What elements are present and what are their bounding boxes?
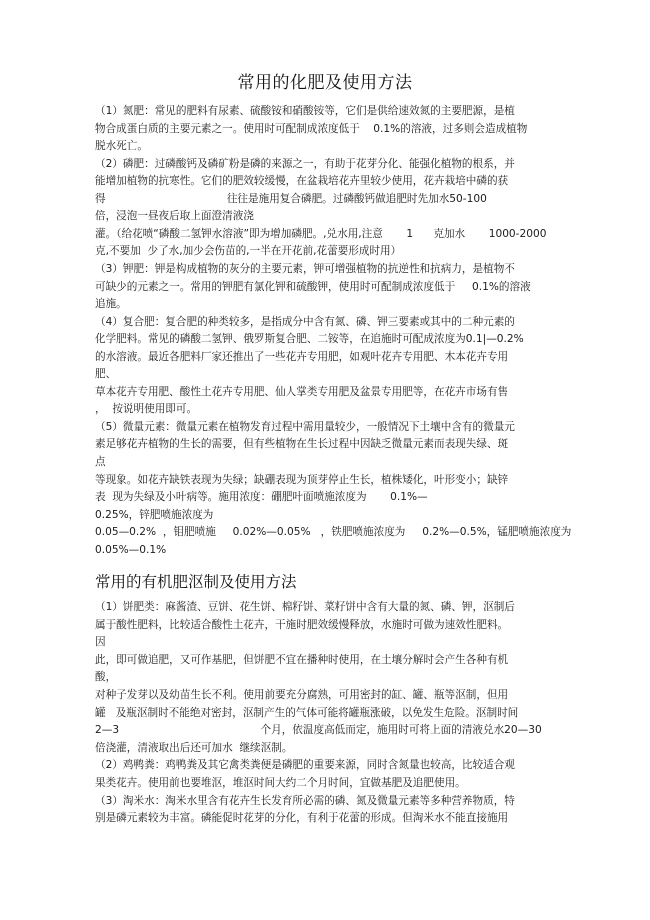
paragraph-line: 果类花卉。使用前也要堆沤，堆沤时间大约二个月时间，宜做基肥及追肥使用。 bbox=[95, 777, 466, 789]
paragraph-line: 灌。（给花喷“磷酸二氢钾水溶液”即为增加磷肥。,兑水用,注意 1 克加水 1000-2000 bbox=[95, 227, 547, 240]
paragraph-line: ， 按说明使用即可。 bbox=[95, 403, 198, 416]
document-title: 常用的化肥及使用方法 bbox=[237, 73, 413, 93]
paragraph-line: 0.05%—0.1% bbox=[95, 543, 167, 556]
paragraph-line: 物合成蛋白质的主要元素之一。使用时可配制成浓度低于 0.1%的溶液，过多则会造成植物 bbox=[95, 122, 528, 135]
paragraph-line: 表 现为失绿及小叶病等。施用浓度：硼肥叶面喷施浓度为 0.1%— bbox=[95, 491, 428, 504]
paragraph-line: 草本花卉专用肥、酸性土花卉专用肥、仙人掌类专用肥及盆景专用肥等，在花卉市场有售 bbox=[95, 385, 509, 398]
paragraph-line: （4）复合肥：复合肥的种类较多，是指成分中含有氮、磷、钾三要素或其中的二种元素的 bbox=[95, 315, 515, 328]
paragraph-line: 倍，浸泡一昼夜后取上面澄清液浇 bbox=[95, 210, 254, 223]
paragraph-line: （1）饼肥类：麻酱渣、豆饼、花生饼、棉籽饼、菜籽饼中含有大量的氮、磷、钾，沤制后 bbox=[95, 601, 515, 613]
paragraph-line: （5）微量元素：微量元素在植物发育过程中需用量较少，一般情况下土壤中含有的微量元 bbox=[95, 420, 515, 433]
paragraph-line: 因 bbox=[95, 636, 106, 649]
paragraph-line: 点 bbox=[95, 456, 106, 468]
paragraph-line: 的水溶液。最近各肥料厂家还推出了一些花卉专用肥，如观叶花卉专用肥、木本花卉专用 bbox=[95, 350, 509, 363]
paragraph-line: 肥、 bbox=[95, 368, 117, 381]
paragraph-line: 0.25%，锌肥喷施浓度为 bbox=[95, 508, 214, 521]
paragraph-line: 脱水死亡。 bbox=[95, 140, 148, 153]
paragraph-line: 可缺少的元素之一。常用的钾肥有氯化钾和硫酸钾，使用时可配制成浓度低于 0.1%的溶液 bbox=[95, 280, 531, 293]
paragraph-line: 倍浇灌，清液取出后还可加水 继续沤制。 bbox=[95, 741, 293, 754]
paragraph-line: 得 往往是施用复合磷肥。过磷酸钙做追肥时先加水50-100 bbox=[95, 192, 487, 205]
paragraph-line: 素足够花卉植物的生长的需要，但有些植物在生长过程中因缺乏微量元素而表现失绿、斑 bbox=[95, 438, 509, 451]
paragraph-line: 0.05—0.2% ，钼肥喷施 0.02%—0.05% ，铁肥喷施浓度为 0.2%—0.5%，锰肥喷施浓度为 bbox=[95, 526, 572, 539]
paragraph-line: 属于酸性肥料，比较适合酸性土花卉，干施时肥效缓慢释放，水施时可做为速效性肥料。 bbox=[95, 618, 509, 631]
paragraph-line: 克,不要加 少了水,加少会伤苗的,一半在开花前,花蕾要形成时用） bbox=[95, 245, 402, 258]
paragraph-line: （3）钾肥：钾是构成植物的灰分的主要元素，钾可增强植物的抗逆性和抗病力，是植物不 bbox=[95, 262, 515, 275]
paragraph-line: 等现象。如花卉缺铁表现为失绿；缺硼表现为顶芽停止生长，植株矮化，叶形变小；缺锌 bbox=[95, 473, 509, 486]
paragraph-line: 追施。 bbox=[95, 298, 127, 311]
paragraph-line: （2）鸡鸭粪：鸡鸭粪及其它禽类粪便是磷肥的重要来源，同时含氮量也较高，比较适合观 bbox=[95, 759, 515, 772]
paragraph-line: 别是磷元素较为丰富。磷能促时花芽的分化，有利于花蕾的形成。但淘米水不能直接施用 bbox=[95, 812, 509, 825]
paragraph-line: （3）淘米水：淘米水里含有花卉生长发育所必需的磷、氮及微量元素等多种营养物质，特 bbox=[95, 794, 515, 807]
paragraph-line: 酸， bbox=[95, 671, 117, 684]
paragraph-line: 化学肥料。常见的磷酸二氢钾、俄罗斯复合肥、二铵等，在追施时可配成浓度为0.1|—0.2% bbox=[95, 333, 524, 346]
paragraph-line: 罐 及瓶沤制时不能绝对密封，沤制产生的气体可能将罐瓶涨破，以免发生危险。沤制时间 bbox=[95, 706, 519, 719]
paragraph-line: 2—3 个月，依温度高低而定，施用时可将上面的清液兑水20—30 bbox=[95, 724, 542, 737]
paragraph-line: 对种子发芽以及幼苗生长不利。使用前要充分腐熟，可用密封的缸、罐、瓶等沤制，但用 bbox=[95, 689, 509, 701]
section-heading-organic: 常用的有机肥沤制及使用方法 bbox=[95, 573, 297, 591]
paragraph-line: 能增加植物的抗寒性。它们的肥效较缓慢，在盆栽培花卉里较少使用，花卉栽培中磷的获 bbox=[95, 175, 509, 188]
paragraph-line: 此，即可做追肥，又可作基肥，但饼肥不宜在播种时使用，在土壤分解时会产生各种有机 bbox=[95, 653, 509, 666]
paragraph-line: （1）氮肥：常见的肥料有尿素、硫酸铵和硝酸铵等，它们是供给速效氮的主要肥源，是植 bbox=[95, 105, 515, 117]
paragraph-line: （2）磷肥：过磷酸钙及磷矿粉是磷的来源之一，有助于花芽分化、能强化植物的根系，并 bbox=[95, 157, 515, 170]
